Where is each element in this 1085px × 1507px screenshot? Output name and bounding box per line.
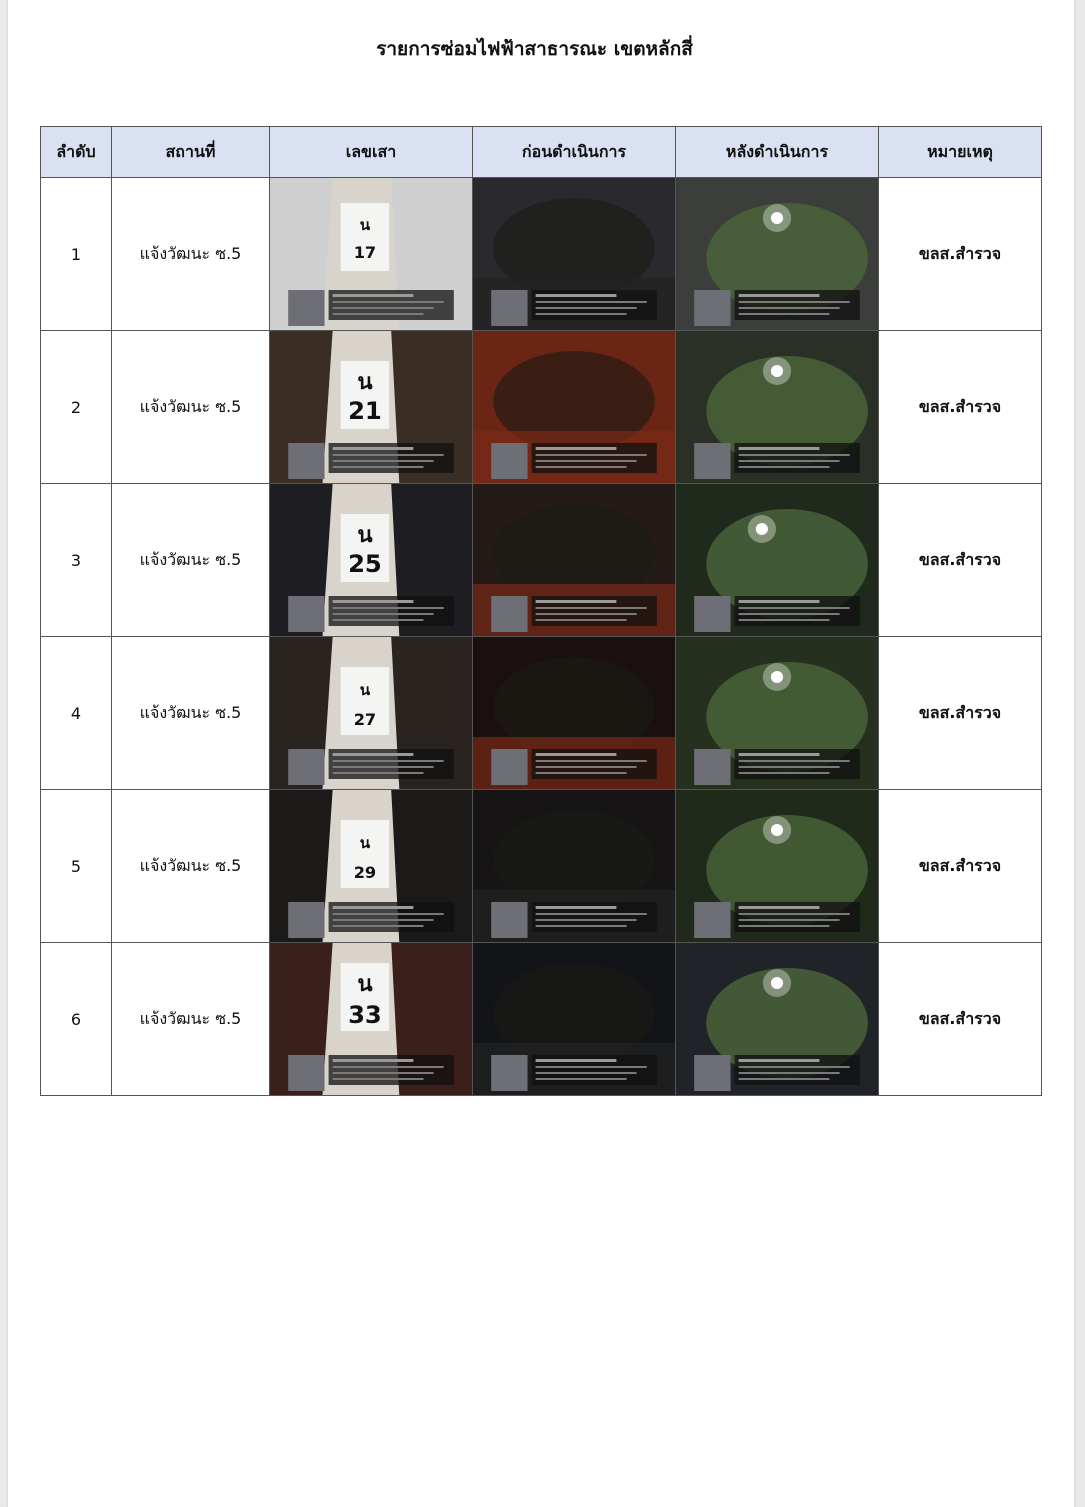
after-photo: [676, 484, 879, 637]
pole-photo: [270, 331, 473, 484]
pole-photo: [270, 943, 473, 1096]
table-row: [41, 178, 1042, 331]
pole-photo: [270, 178, 473, 331]
pole-letter: น: [359, 834, 371, 852]
pole-number: 27: [353, 710, 377, 729]
after-photo: [676, 178, 879, 331]
row-number: 5: [41, 790, 112, 943]
row-place: แจ้งวัฒนะ ซ.5: [112, 331, 270, 484]
row-note: ขลส.สำรวจ: [879, 331, 1042, 484]
document-title: รายการซ่อมไฟฟ้าสาธารณะ เขตหลักสี่: [376, 38, 693, 60]
pole-number: 33: [348, 1001, 382, 1029]
table-header-row: [41, 127, 1042, 178]
pole-letter: น: [359, 681, 371, 699]
after-photo: [676, 943, 879, 1096]
pole-photo: [270, 484, 473, 637]
row-place: แจ้งวัฒนะ ซ.5: [112, 178, 270, 331]
row-place: แจ้งวัฒนะ ซ.5: [112, 484, 270, 637]
header-note: หมายเหตุ: [879, 127, 1042, 178]
table-row: [41, 484, 1042, 637]
before-photo: [473, 484, 676, 637]
header-no: ลำดับ: [41, 127, 112, 178]
row-number: 2: [41, 331, 112, 484]
table-row: [41, 637, 1042, 790]
row-place: แจ้งวัฒนะ ซ.5: [112, 790, 270, 943]
pole-number: 21: [348, 397, 382, 425]
before-photo: [473, 178, 676, 331]
row-note: ขลส.สำรวจ: [879, 178, 1042, 331]
before-photo: [473, 331, 676, 484]
row-note: ขลส.สำรวจ: [879, 790, 1042, 943]
before-photo: [473, 790, 676, 943]
header-after: หลังดำเนินการ: [676, 127, 879, 178]
row-number: 1: [41, 178, 112, 331]
header-place: สถานที่: [112, 127, 270, 178]
before-photo: [473, 637, 676, 790]
row-place: แจ้งวัฒนะ ซ.5: [112, 637, 270, 790]
pole-number: 25: [348, 550, 382, 578]
pole-number: 17: [353, 243, 377, 262]
repair-table: [40, 126, 1042, 1096]
pole-letter: น: [357, 971, 373, 997]
row-number: 4: [41, 637, 112, 790]
header-pole-number: เลขเสา: [270, 127, 473, 178]
row-place: แจ้งวัฒนะ ซ.5: [112, 943, 270, 1096]
row-note: ขลส.สำรวจ: [879, 943, 1042, 1096]
header-before: ก่อนดำเนินการ: [473, 127, 676, 178]
after-photo: [676, 637, 879, 790]
pole-number: 29: [353, 863, 377, 882]
pole-photo: [270, 637, 473, 790]
pole-letter: น: [357, 369, 373, 395]
row-number: 6: [41, 943, 112, 1096]
pole-letter: น: [357, 522, 373, 548]
after-photo: [676, 790, 879, 943]
after-photo: [676, 331, 879, 484]
row-note: ขลส.สำรวจ: [879, 484, 1042, 637]
pole-photo: [270, 790, 473, 943]
table-row: [41, 790, 1042, 943]
before-photo: [473, 943, 676, 1096]
table-row: [41, 331, 1042, 484]
row-number: 3: [41, 484, 112, 637]
pole-letter: น: [359, 216, 371, 234]
table-row: [41, 943, 1042, 1096]
row-note: ขลส.สำรวจ: [879, 637, 1042, 790]
